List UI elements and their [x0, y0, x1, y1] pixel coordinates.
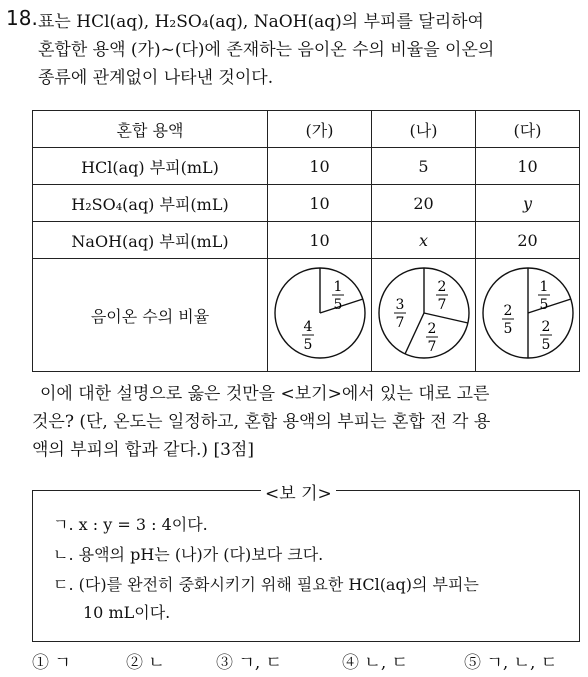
- fraction-numerator: 2: [541, 319, 550, 335]
- table-cell: 10: [268, 222, 372, 259]
- stem-line: 혼합한 용액 (가)~(다)에 존재하는 음이온 수의 비율을 이온의: [38, 40, 495, 60]
- answer-choice[interactable]: ⑤ ㄱ, ㄴ, ㄷ: [464, 653, 558, 673]
- fraction-numerator: 2: [503, 303, 512, 319]
- table-header-cell: (다): [476, 111, 580, 148]
- table-cell: y: [476, 185, 580, 222]
- fraction-denominator: 5: [539, 297, 548, 313]
- question-number: 18.: [6, 6, 38, 30]
- row-label: H₂SO₄(aq) 부피(mL): [33, 185, 268, 222]
- table-row: [33, 185, 580, 222]
- pie-cell: [372, 259, 476, 372]
- table-row: [33, 259, 580, 372]
- note-line: 이에 대한 설명으로 옳은 것만을 <보기>에서 있는 대로 고른: [40, 384, 490, 404]
- fraction-denominator: 7: [427, 339, 436, 355]
- table-cell: 10: [268, 148, 372, 185]
- pie-chart-da: [480, 265, 576, 361]
- fraction-label: [502, 303, 514, 337]
- row-label: NaOH(aq) 부피(mL): [33, 222, 268, 259]
- table-header-cell: 혼합 용액: [33, 111, 268, 148]
- fraction-label: [538, 279, 550, 313]
- table-cell: 20: [476, 222, 580, 259]
- table-row: [33, 148, 580, 185]
- statement-item: 10 mL이다.: [83, 603, 171, 622]
- answer-choice[interactable]: ② ㄴ: [126, 653, 165, 673]
- note-line: 것은? (단, 온도는 일정하고, 혼합 용액의 부피는 혼합 전 각 용: [32, 412, 491, 432]
- pie-cell: [268, 259, 372, 372]
- stem-line: 종류에 관계없이 나타낸 것이다.: [38, 68, 274, 88]
- fraction-denominator: 5: [541, 337, 550, 353]
- bogi-title: <보 기>: [261, 479, 336, 504]
- table-cell: 10: [268, 185, 372, 222]
- pie-chart-na: [376, 265, 472, 361]
- fraction-denominator: 5: [503, 321, 512, 337]
- note-line: 액의 부피의 합과 같다.) [3점]: [32, 440, 254, 460]
- answer-choice[interactable]: ④ ㄴ, ㄷ: [342, 653, 409, 673]
- stem-line: 표는 HCl(aq), H₂SO₄(aq), NaOH(aq)의 부피를 달리하여: [38, 12, 484, 32]
- fraction-label: [540, 319, 552, 353]
- fraction-denominator: 7: [395, 315, 404, 331]
- bogi-box: [32, 484, 580, 642]
- question-note: [32, 380, 580, 464]
- fraction-label: [332, 279, 344, 313]
- fraction-numerator: 3: [395, 297, 404, 313]
- answer-choice[interactable]: ③ ㄱ, ㄷ: [216, 653, 283, 673]
- fraction-label: [426, 321, 438, 355]
- table-cell: 5: [372, 148, 476, 185]
- row-label: HCl(aq) 부피(mL): [33, 148, 268, 185]
- fraction-denominator: 5: [333, 297, 342, 313]
- row-label: 음이온 수의 비율: [33, 259, 268, 372]
- question-stem: [38, 8, 580, 92]
- mixture-table: [32, 110, 580, 372]
- fraction-numerator: 4: [303, 319, 312, 335]
- fraction-label: [436, 279, 448, 313]
- pie-cell: [476, 259, 580, 372]
- table-header-cell: (나): [372, 111, 476, 148]
- fraction-denominator: 5: [303, 337, 312, 353]
- table-header-row: [33, 111, 580, 148]
- pie-chart-ga: [272, 265, 368, 361]
- fraction-numerator: 1: [333, 279, 342, 295]
- table-cell: x: [372, 222, 476, 259]
- table-header-cell: (가): [268, 111, 372, 148]
- fraction-numerator: 2: [437, 279, 446, 295]
- fraction-denominator: 7: [437, 297, 446, 313]
- table-cell: 10: [476, 148, 580, 185]
- statement-item: ㄴ. 용액의 pH는 (나)가 (다)보다 크다.: [53, 545, 324, 564]
- fraction-label: [394, 297, 406, 331]
- statement-item: ㄱ. x : y = 3 : 4이다.: [53, 515, 208, 534]
- statement-item: ㄷ. (다)를 완전히 중화시키기 위해 필요한 HCl(aq)의 부피는: [53, 575, 479, 594]
- fraction-label: [302, 319, 314, 353]
- answer-choice[interactable]: ① ㄱ: [32, 653, 71, 673]
- fraction-numerator: 1: [539, 279, 548, 295]
- table-row: [33, 222, 580, 259]
- fraction-numerator: 2: [427, 321, 436, 337]
- table-cell: 20: [372, 185, 476, 222]
